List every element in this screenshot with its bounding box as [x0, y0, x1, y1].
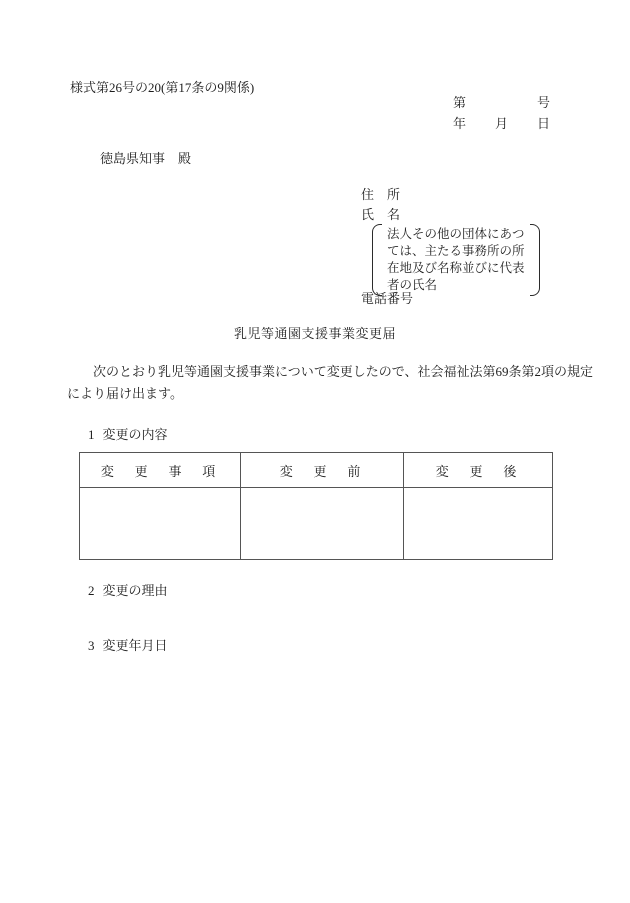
- section-1-change-content: [88, 427, 168, 443]
- cell-before-change: [241, 488, 404, 560]
- addressee-line: 徳島県知事 殿: [100, 151, 192, 166]
- document-title: 乳児等通園支援事業変更届: [233, 326, 396, 341]
- col-header-before-change: 変 更 前: [241, 453, 404, 488]
- left-bracket: [372, 224, 382, 296]
- doc-number-suffix-label: 号: [536, 95, 550, 110]
- date-month-label: 月: [494, 116, 508, 131]
- body-line: 次のとおり乳児等通園支援事業について変更したので、社会福祉法第69条第2項の規定: [67, 364, 593, 379]
- right-bracket: [530, 224, 540, 296]
- phone-field-label: 電話番号: [361, 291, 414, 306]
- change-table: [79, 452, 553, 560]
- corporate-note-line: ては、主たる事務所の所: [387, 244, 525, 258]
- section-number: 1: [88, 427, 95, 442]
- section-number: 2: [88, 583, 95, 598]
- corporate-note-line: 在地及び名称並びに代表: [387, 261, 525, 275]
- doc-number-prefix-label: 第: [453, 95, 467, 110]
- section-heading: 変更年月日: [102, 638, 168, 653]
- section-heading: 変更の内容: [102, 427, 168, 442]
- name-field-label: 氏 名: [361, 207, 401, 222]
- col-header-after-change: 変 更 後: [404, 453, 553, 488]
- body-line: により届け出ます。: [67, 385, 183, 401]
- corporate-note-line: 法人その他の団体にあつ: [387, 227, 525, 241]
- date-line: [453, 116, 550, 132]
- document-number-line: [453, 95, 550, 111]
- section-number: 3: [88, 638, 95, 653]
- cell-change-item: [80, 488, 241, 560]
- change-table-row: [80, 488, 553, 560]
- section-2-change-reason: [88, 583, 168, 599]
- cell-after-change: [404, 488, 553, 560]
- corporate-note-text: [386, 224, 526, 296]
- section-3-change-date: [88, 638, 168, 654]
- address-field-label: 住 所: [361, 187, 401, 202]
- date-day-label: 日: [536, 116, 550, 131]
- change-table-header-row: [80, 453, 553, 488]
- body-paragraph: [67, 361, 593, 404]
- corporate-note: [372, 224, 540, 296]
- col-header-change-item: 変 更 事 項: [80, 453, 241, 488]
- corporate-note-line: 者の氏名: [387, 278, 438, 292]
- form-style-number: 様式第26号の20(第17条の9関係): [70, 80, 255, 95]
- date-year-label: 年: [453, 116, 467, 131]
- section-heading: 変更の理由: [102, 583, 168, 598]
